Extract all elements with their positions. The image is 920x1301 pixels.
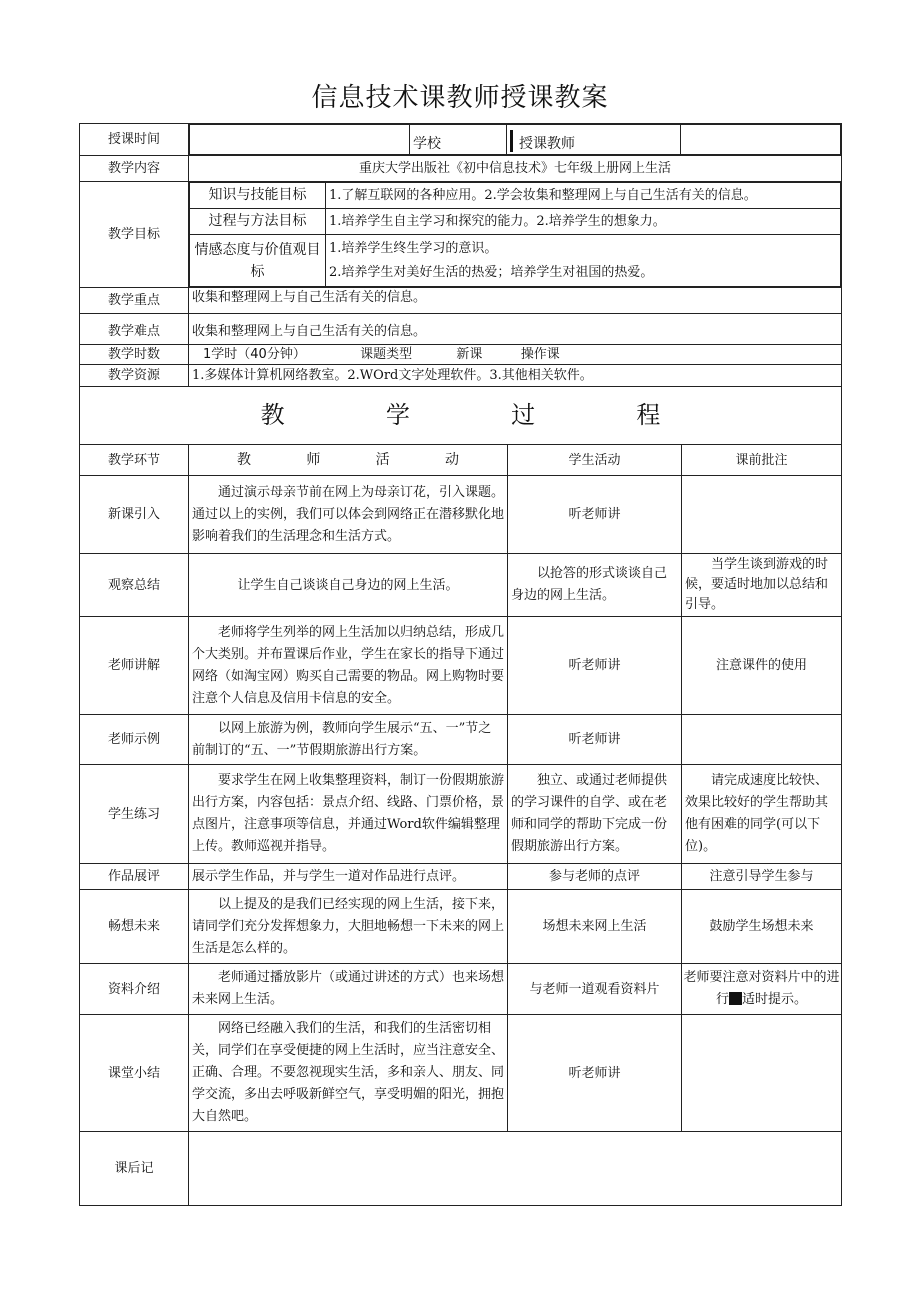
content-value: 重庆大学出版社《初中信息技术》七年级上册网上生活 (189, 156, 842, 182)
teacher-label: 授课教师 (519, 136, 575, 152)
col-teacher-char: 教 (237, 451, 251, 468)
knowledge-goal-text: 1.了解互联网的各种应用。2.学会妆集和整理网上与自己生活有关的信息。 (326, 183, 841, 209)
knowledge-goal-label: 知识与技能目标 (190, 183, 326, 209)
note-line-2b: 适时提示。 (742, 992, 808, 1007)
redaction-block (729, 992, 742, 1005)
table-row (80, 1015, 842, 1132)
note-line-2a: 行 (716, 992, 730, 1007)
hours-value: 1学时（40分钟） (203, 347, 306, 362)
note-cell: 注意课件的使用 (682, 617, 842, 715)
note-cell: 鼓励学生场想未来 (682, 890, 842, 964)
student-cell: 场想未来网上生活 (508, 890, 682, 964)
note-cell (682, 1015, 842, 1132)
stage-cell: 新课引入 (80, 476, 189, 554)
teacher-cell: 让学生自己谈谈自己身边的网上生活。 (189, 554, 508, 617)
student-cell: 听老师讲 (508, 1015, 682, 1132)
col-teacher-char: 活 (375, 451, 390, 468)
teacher-cell: 以上提及的是我们已经实现的网上生活，接下来，请同学们充分发挥想象力，大胆地畅想一下未来的网上生活是怎么样的。 (189, 890, 508, 964)
table-row (80, 476, 842, 554)
emotion-goal-label: 情感态度与价值观目标 (190, 235, 326, 287)
lesson-type-value: 新课 (456, 347, 483, 362)
col-teacher-header (237, 451, 459, 470)
col-note-header: 课前批注 (682, 445, 842, 476)
goals-table (189, 182, 841, 287)
stage-cell: 畅想未来 (80, 890, 189, 964)
student-cell: 与老师一道观看资料片 (508, 964, 682, 1015)
stage-cell: 老师讲解 (80, 617, 189, 715)
resources-text: 1.多媒体计算机网络教室。2.WOrd文字处理软件。3.其他相关软件。 (189, 365, 842, 387)
table-row (80, 554, 842, 617)
stage-cell: 课堂小结 (80, 1015, 189, 1132)
table-row (80, 617, 842, 715)
stage-cell: 课后记 (80, 1132, 189, 1206)
note-cell: 注意引导学生参与 (682, 864, 842, 890)
table-row (80, 864, 842, 890)
table-row (80, 715, 842, 765)
stage-cell: 学生练习 (80, 765, 189, 864)
note-cell (682, 715, 842, 765)
student-cell: 听老师讲 (508, 715, 682, 765)
teacher-value (681, 125, 841, 155)
teacher-cell: 要求学生在网上收集整理资料，制订一份假期旅游出行方案，内容包括：景点介绍、线路、门票价格，景点图片，注意事项等信息，并通过Word软件编辑整理上传。教师巡视并指导。 (189, 765, 508, 864)
process-title (80, 401, 841, 429)
difficulty-label: 教学难点 (80, 314, 189, 345)
process-goal-label: 过程与方法目标 (190, 209, 326, 235)
note-cell: 请完成速度比较快、效果比较好的学生帮助其他有困难的同学(可以下位)。 (682, 765, 842, 864)
note-line-1: 老师要注意对资料片中的进 (683, 970, 840, 985)
note-cell: 当学生谈到游戏的时候，要适时地加以总结和引导。 (682, 554, 842, 617)
student-cell: 听老师讲 (508, 476, 682, 554)
table-row (80, 765, 842, 864)
goals-label: 教学目标 (80, 182, 189, 288)
key-point-text: 收集和整理网上与自己生活有关的信息。 (189, 288, 842, 314)
lesson-type-label: 课题类型 (360, 347, 413, 362)
student-cell: 以抢答的形式谈谈自己身边的网上生活。 (508, 554, 682, 617)
col-teacher-char: 师 (306, 451, 321, 468)
key-point-label: 教学重点 (80, 288, 189, 314)
stage-cell: 观察总结 (80, 554, 189, 617)
time-label: 授课时间 (80, 124, 189, 156)
header-info-row (189, 124, 841, 155)
document-title: 信息技术课教师授课教案 (311, 83, 609, 113)
teacher-cell: 老师将学生列举的网上生活加以归纳总结，形成几个大类别。并布置课后作业，学生在家长的指导下通过网络（如淘宝网）购买自己需要的物品。网上购物时要注意个人信息及信用卡信息的安全。 (189, 617, 508, 715)
table-row (80, 964, 842, 1015)
student-cell: 听老师讲 (508, 617, 682, 715)
stage-cell: 资料介绍 (80, 964, 189, 1015)
resources-label: 教学资源 (80, 365, 189, 387)
teacher-cell: 老师通过播放影片（或通过讲述的方式）也来场想未来网上生活。 (189, 964, 508, 1015)
teacher-cell: 展示学生作品，并与学生一道对作品进行点评。 (189, 864, 508, 890)
afterword-cell (189, 1132, 842, 1206)
process-title-char: 教 (260, 401, 285, 429)
table-row (80, 1132, 842, 1206)
stage-cell: 老师示例 (80, 715, 189, 765)
process-title-char: 学 (385, 401, 410, 429)
emotion-goal-text-1: 1.培养学生终生学习的意识。 (329, 240, 498, 256)
teacher-cell: 网络已经融入我们的生活，和我们的生活密切相关，同学们在享受便捷的网上生活时，应当注意安全、正确、合理。不要忽视现实生活，多和亲人、朋友、同学交流，多出去呼吸新鲜空气，享受明媚的阳光，拥抱大自然吧。 (189, 1015, 508, 1132)
col-teacher-char: 动 (444, 451, 459, 468)
teacher-cell: 通过演示母亲节前在网上为母亲订花，引入课题。通过以上的实例，我们可以体会到网络正在潜移默化地影响着我们的生活理念和生活方式。 (189, 476, 508, 554)
table-row (80, 890, 842, 964)
content-label: 教学内容 (80, 156, 189, 182)
divider-mark (510, 130, 513, 152)
hours-label: 教学时数 (80, 345, 189, 365)
lesson-type-value-2: 操作课 (520, 347, 560, 362)
lesson-plan-table (79, 123, 842, 1206)
school-label: 学校 (413, 136, 441, 152)
col-student-header: 学生活动 (508, 445, 682, 476)
note-cell (682, 964, 842, 1015)
student-cell: 参与老师的点评 (508, 864, 682, 890)
process-title-char: 过 (511, 401, 536, 429)
teacher-cell: 以网上旅游为例，教师向学生展示“五、一”节之前制订的“五、一”节假期旅游出行方案。 (189, 715, 508, 765)
stage-cell: 作品展评 (80, 864, 189, 890)
col-stage-header: 教学环节 (80, 445, 189, 476)
note-cell (682, 476, 842, 554)
student-cell: 独立、或通过老师提供的学习课件的自学、或在老师和同学的帮助下完成一份假期旅游出行方案。 (508, 765, 682, 864)
difficulty-text: 收集和整理网上与自己生活有关的信息。 (189, 314, 842, 345)
process-goal-text: 1.培养学生自主学习和探究的能力。2.培养学生的想象力。 (326, 209, 841, 235)
process-title-char: 程 (636, 401, 661, 429)
emotion-goal-text-2: 2.培养学生对美好生活的热爱；培养学生对祖国的热爱。 (329, 264, 654, 280)
